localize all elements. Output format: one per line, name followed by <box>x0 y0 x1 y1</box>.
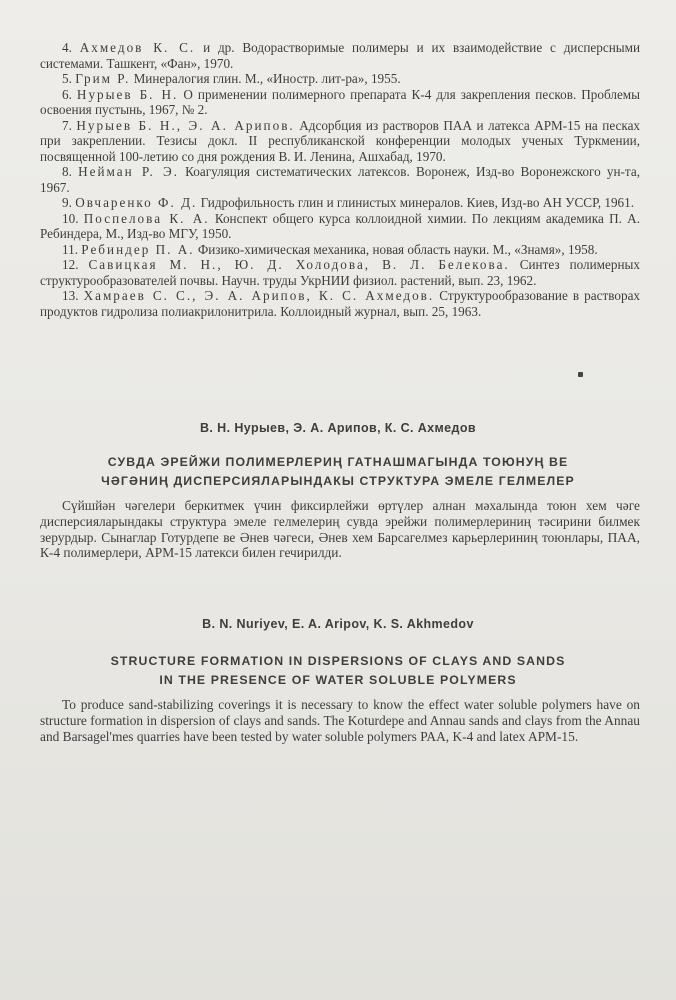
english-authors: B. N. Nuriyev, E. A. Aripov, K. S. Akhmedov <box>202 617 474 631</box>
reference-author: Хамраев С. С., Э. А. Арипов, К. С. Ахмедов. <box>83 288 435 303</box>
reference-author: Ребиндер П. А. <box>81 241 195 257</box>
turkmen-title-line: ЧӘГӘНИҢ ДИСПЕРСИЯЛАРЫНДАКЫ СТРУКТУРА ЭМЕЛЕ ГЕЛМЕЛЕР <box>101 474 575 488</box>
reference-item: 13. Хамраев С. С., Э. А. Арипов, К. С. Ахмедов. Структурообразование в растворах продуктов гидролиза полиакрилонитрила. Коллоидный журнал, вып. 25, 1963. <box>40 288 641 319</box>
english-title-line: STRUCTURE FORMATION IN DISPERSIONS OF CLAYS AND SANDS <box>110 654 566 668</box>
print-speck <box>578 372 583 377</box>
reference-item: 5. Грим Р. Минералогия глин. М., «Иностр. лит-ра», 1955. <box>62 71 401 86</box>
reference-list <box>40 40 640 319</box>
reference-author: Савицкая М. Н., Ю. Д. Холодова, В. Л. Белекова. <box>88 257 510 272</box>
reference-author: Грим Р. <box>75 71 131 86</box>
turkmen-abstract: Сүйшйән чәгелери беркитмек үчин фиксирлейжи өртүлер алнан мәхалында тоюн хем чәге дисперсияларындакы структура эмеле гелмелериң сувда эрейжи полимерлериниң тәсирини билмек зерурдыр. Сынаглар Готурдепе ве Әнев чәгеси, Әнев хем Барсагелмез карьерлериниң тоюнлары, ПАА, К-4 полимерлери, АРМ-15 латекси билен гечирилди. <box>40 498 640 561</box>
reference-item: 6. Нурыев Б. Н. О применении полимерного препарата К-4 для закрепления песков. Проблемы освоения пустынь, 1967, № 2. <box>40 86 641 117</box>
reference-author: Овчаренко Ф. Д. <box>75 195 198 210</box>
reference-author: Поспелова К. А. <box>83 210 210 226</box>
reference-item: 4. Ахмедов К. С. и др. Водорастворимые полимеры и их взаимодействие с дисперсными системами. Ташкент, «Фан», 1970. <box>40 40 641 71</box>
reference-author: Нейман Р. Э. <box>78 164 179 179</box>
english-title <box>30 652 646 690</box>
reference-item: 10. Поспелова К. А. Конспект общего курса коллоидной химии. По лекциям академика П. А. Ребиндера, М., Изд-во МГУ, 1950. <box>40 210 640 241</box>
reference-item: 8. Нейман Р. Э. Коагуляция систематических латексов. Воронеж, Изд-во Воронежского ун-та, 1967. <box>40 164 641 195</box>
turkmen-title-line: СУВДА ЭРЕЙЖИ ПОЛИМЕРЛЕРИҢ ГАТНАШМАГЫНДА ТОЮНУҢ ВЕ <box>107 455 569 469</box>
reference-author: Нурыев Б. Н., Э. А. Арипов. <box>76 117 295 133</box>
reference-author: Нурыев Б. Н. <box>76 86 179 102</box>
reference-item: 7. Нурыев Б. Н., Э. А. Арипов. Адсорбция из растворов ПАА и латекса АРМ-15 на песках при закреплении. Тезисы докл. II республиканской конференции молодых ученых Туркмении, посвященной 100-летию со дня рождения В. И. Ленина, Ашхабад, 1970. <box>40 117 641 164</box>
reference-item: 9. Овчаренко Ф. Д. Гидрофильность глин и глинистых минералов. Киев, Изд-во АН УССР, 1961. <box>62 195 635 210</box>
turkmen-authors: В. Н. Нурыев, Э. А. Арипов, К. С. Ахмедов <box>199 421 476 435</box>
turkmen-title <box>30 453 646 491</box>
reference-item: 11. Ребиндер П. А. Физико-химическая механика, новая область науки. М., «Знамя», 1958. <box>62 241 598 257</box>
reference-item: 12. Савицкая М. Н., Ю. Д. Холодова, В. Л. Белекова. Синтез полимерных структурообразователей почвы. Научн. труды УкрНИИ физиол. растений, вып. 23, 1962. <box>40 257 640 288</box>
reference-author: Ахмедов К. С. <box>79 40 196 55</box>
english-title-line: IN THE PRESENCE OF WATER SOLUBLE POLYMERS <box>159 673 517 687</box>
english-abstract: To produce sand-stabilizing coverings it is necessary to know the effect water soluble polymers have on structure formation in dispersion of clays and sands. The Koturdepe and Annau sands and clays from the Annau and Barsagel'mes quarries have been tested by water soluble polymers PAA, K-4 and latex APM-15. <box>40 697 640 744</box>
